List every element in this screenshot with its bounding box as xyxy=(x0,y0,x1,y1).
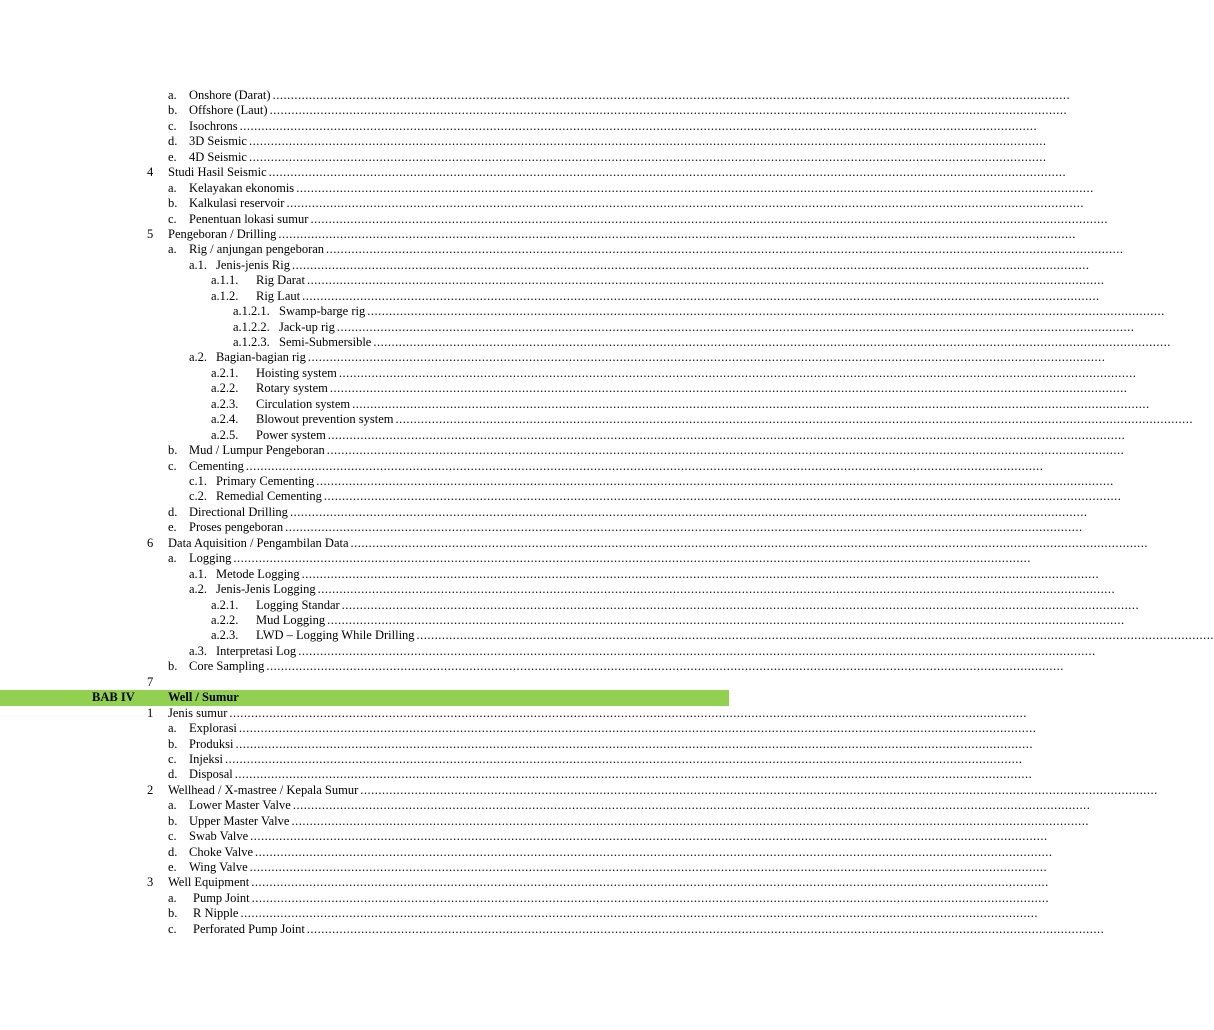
toc-number: b. xyxy=(168,659,178,673)
toc-entry xyxy=(216,474,1114,490)
toc-entry xyxy=(216,582,1116,598)
dot-leader: ............................................................................................................................................................................................................................ xyxy=(395,412,1193,426)
dot-leader: ............................................................................................................................................................................................................................ xyxy=(250,829,1048,843)
toc-entry xyxy=(189,505,1088,521)
toc-entry xyxy=(189,798,1091,814)
toc-row xyxy=(0,505,1088,521)
toc-number: c.1. xyxy=(189,474,208,488)
toc-row xyxy=(0,88,1071,104)
toc-number: c. xyxy=(168,119,177,133)
toc-number: d. xyxy=(168,845,178,859)
toc-entry xyxy=(189,659,1064,675)
toc-number: a.1.1. xyxy=(211,273,239,287)
toc-number: a.2.4. xyxy=(211,412,239,426)
toc-row xyxy=(0,397,1150,413)
chapter-title xyxy=(168,690,241,706)
dot-leader: ............................................................................................................................................................................................................................ xyxy=(248,134,1047,148)
toc-entry-text: Produksi xyxy=(189,737,234,751)
toc-entry-text: Core Sampling xyxy=(189,659,265,673)
toc-row xyxy=(0,258,1090,274)
toc-row xyxy=(0,103,1068,119)
dot-leader: ............................................................................................................................................................................................................................ xyxy=(373,335,1171,349)
toc-row xyxy=(0,567,1100,583)
toc-row xyxy=(0,212,1108,228)
toc-entry-text: Rig / anjungan pengeboran xyxy=(189,242,325,256)
dot-leader: ............................................................................................................................................................................................................................ xyxy=(317,582,1116,596)
toc-row xyxy=(0,737,1033,753)
toc-entry xyxy=(189,752,1023,768)
dot-leader: ............................................................................................................................................................................................................................ xyxy=(310,212,1108,226)
dot-leader: ............................................................................................................................................................................................................................ xyxy=(291,814,1089,828)
toc-entry xyxy=(189,767,1033,783)
toc-entry xyxy=(193,906,1038,922)
toc-number: b. xyxy=(168,906,178,920)
dot-leader: ............................................................................................................................................................................................................................ xyxy=(229,706,1027,720)
dot-leader: ............................................................................................................................................................................................................................ xyxy=(338,366,1137,380)
toc-row xyxy=(0,119,1038,135)
dot-leader: ............................................................................................................................................................................................................................ xyxy=(327,613,1125,627)
toc-entry-text: Logging Standar xyxy=(256,598,340,612)
toc-entry xyxy=(189,88,1071,104)
toc-row xyxy=(0,242,1124,258)
dot-leader: ............................................................................................................................................................................................................................ xyxy=(301,567,1100,581)
dot-leader: ............................................................................................................................................................................................................................ xyxy=(285,520,1083,534)
toc-entry xyxy=(279,335,1171,351)
toc-entry-text: Onshore (Darat) xyxy=(189,88,271,102)
dot-leader: ............................................................................................................................................................................................................................ xyxy=(248,150,1047,164)
toc-row xyxy=(0,628,1214,644)
toc-number: c. xyxy=(168,212,177,226)
toc-entry-text: Pengeboran / Drilling xyxy=(168,227,277,241)
toc-row xyxy=(0,304,1165,320)
toc-entry-text: Directional Drilling xyxy=(189,505,288,519)
toc-row xyxy=(0,165,1067,181)
toc-entry-text: Choke Valve xyxy=(189,845,253,859)
toc-number: c.2. xyxy=(189,489,208,503)
toc-number: a. xyxy=(168,798,177,812)
toc-row xyxy=(0,289,1100,305)
toc-entry xyxy=(189,119,1038,135)
dot-leader: ............................................................................................................................................................................................................................ xyxy=(296,181,1094,195)
dot-leader: ............................................................................................................................................................................................................................ xyxy=(327,428,1126,442)
toc-entry-text: Isochrons xyxy=(189,119,238,133)
dot-leader: ............................................................................................................................................................................................................................ xyxy=(302,289,1100,303)
dot-leader: ............................................................................................................................................................................................................................ xyxy=(292,798,1091,812)
toc-entry xyxy=(189,242,1124,258)
toc-row xyxy=(0,273,1105,289)
toc-number: a. xyxy=(168,88,177,102)
toc-number: c. xyxy=(168,752,177,766)
dot-leader: ............................................................................................................................................................................................................................ xyxy=(289,505,1088,519)
toc-entry xyxy=(256,397,1150,413)
toc-number: a.1.2. xyxy=(211,289,239,303)
toc-row xyxy=(0,335,1171,351)
toc-entry-text: Swamp-barge rig xyxy=(279,304,366,318)
dot-leader: ............................................................................................................................................................................................................................ xyxy=(234,767,1033,781)
toc-entry xyxy=(279,320,1135,336)
toc-number: a.1.2.3. xyxy=(233,335,270,349)
toc-entry xyxy=(168,706,1027,722)
toc-entry xyxy=(168,875,1049,891)
toc-entry xyxy=(189,459,1044,475)
toc-row xyxy=(0,582,1116,598)
dot-leader: ............................................................................................................................................................................................................................ xyxy=(272,88,1071,102)
dot-leader: ............................................................................................................................................................................................................................ xyxy=(326,242,1124,256)
toc-entry xyxy=(256,381,1128,397)
toc-number: a.2.2. xyxy=(211,613,239,627)
toc-entry-text: Rotary system xyxy=(256,381,328,395)
toc-entry-text: Cementing xyxy=(189,459,244,473)
toc-row xyxy=(0,598,1140,614)
toc-number: 7 xyxy=(147,675,154,689)
toc-number: d. xyxy=(168,134,178,148)
dot-leader: ............................................................................................................................................................................................................................ xyxy=(266,659,1064,673)
toc-row xyxy=(0,659,1064,675)
toc-entry-text: Penentuan lokasi sumur xyxy=(189,212,309,226)
toc-number: b. xyxy=(168,814,178,828)
dot-leader: ............................................................................................................................................................................................................................ xyxy=(323,489,1122,503)
toc-entry-text: Upper Master Valve xyxy=(189,814,290,828)
toc-entry-text: Kelayakan ekonomis xyxy=(189,181,295,195)
toc-entry xyxy=(189,845,1053,861)
toc-row xyxy=(0,845,1053,861)
dot-leader: ............................................................................................................................................................................................................................ xyxy=(350,536,1149,550)
toc-number: a.1. xyxy=(189,258,208,272)
toc-number: a.2.1. xyxy=(211,598,239,612)
toc-row xyxy=(0,798,1091,814)
toc-number: e. xyxy=(168,520,177,534)
toc-row xyxy=(0,520,1083,536)
toc-number: a.1.2.1. xyxy=(233,304,270,318)
toc-row xyxy=(0,381,1128,397)
toc-number: 1 xyxy=(147,706,154,720)
toc-entry-text: Interpretasi Log xyxy=(216,644,297,658)
dot-leader: ............................................................................................................................................................................................................................ xyxy=(239,119,1038,133)
toc-entry-text: Mud / Lumpur Pengeboran xyxy=(189,443,325,457)
toc-entry xyxy=(189,443,1125,459)
dot-leader: ............................................................................................................................................................................................................................ xyxy=(306,922,1105,936)
dot-leader: ............................................................................................................................................................................................................................ xyxy=(291,258,1090,272)
toc-number: d. xyxy=(168,505,178,519)
toc-number: e. xyxy=(168,860,177,874)
toc-number: a.2. xyxy=(189,350,208,364)
toc-number: a. xyxy=(168,891,177,905)
dot-leader: ............................................................................................................................................................................................................................ xyxy=(336,320,1135,334)
toc-number: a.2.3. xyxy=(211,628,239,642)
toc-number: a. xyxy=(168,551,177,565)
toc-entry-text: Circulation system xyxy=(256,397,351,411)
toc-number: d. xyxy=(168,767,178,781)
toc-entry-text: Hoisting system xyxy=(256,366,337,380)
toc-entry-text: 3D Seismic xyxy=(189,134,247,148)
toc-row xyxy=(0,752,1023,768)
dot-leader: ............................................................................................................................................................................................................................ xyxy=(329,381,1128,395)
toc-number: a.2.1. xyxy=(211,366,239,380)
toc-entry xyxy=(256,628,1214,644)
toc-entry xyxy=(189,721,1037,737)
toc-row xyxy=(0,536,1149,552)
toc-entry xyxy=(189,551,1031,567)
toc-entry-text: Data Aquisition / Pengambilan Data xyxy=(168,536,349,550)
toc-row xyxy=(0,551,1031,567)
toc-entry xyxy=(168,227,1076,243)
toc-number: a. xyxy=(168,721,177,735)
toc-row xyxy=(0,412,1193,428)
toc-row xyxy=(0,350,1106,366)
dot-leader: ............................................................................................................................................................................................................................ xyxy=(249,860,1048,874)
toc-row xyxy=(0,875,1049,891)
toc-entry xyxy=(189,212,1108,228)
toc-entry-text: Remedial Cementing xyxy=(216,489,322,503)
toc-entry-text: Jack-up rig xyxy=(279,320,335,334)
toc-entry-text: R Nipple xyxy=(193,906,239,920)
dot-leader: ............................................................................................................................................................................................................................ xyxy=(316,474,1114,488)
toc-entry xyxy=(189,829,1048,845)
toc-entry xyxy=(216,567,1100,583)
toc-row xyxy=(0,443,1125,459)
toc-entry xyxy=(168,536,1149,552)
toc-entry-text: Rig Darat xyxy=(256,273,305,287)
dot-leader: ............................................................................................................................................................................................................................ xyxy=(245,459,1044,473)
toc-entry xyxy=(216,644,1096,660)
toc-entry-text: Jenis sumur xyxy=(168,706,228,720)
toc-row xyxy=(0,613,1125,629)
toc-row xyxy=(0,767,1033,783)
toc-entry-text: Blowout prevention system xyxy=(256,412,394,426)
toc-number: 5 xyxy=(147,227,154,241)
toc-entry xyxy=(189,181,1094,197)
toc-entry-text: Explorasi xyxy=(189,721,237,735)
toc-entry xyxy=(256,613,1125,629)
toc-entry xyxy=(256,273,1105,289)
dot-leader: ............................................................................................................................................................................................................................ xyxy=(255,845,1053,859)
toc-row xyxy=(0,906,1038,922)
toc-entry xyxy=(193,891,1050,907)
dot-leader: ............................................................................................................................................................................................................................ xyxy=(240,906,1038,920)
toc-number: a.1. xyxy=(189,567,208,581)
toc-entry xyxy=(279,304,1165,320)
toc-number: b. xyxy=(168,737,178,751)
toc-number: a.2.2. xyxy=(211,381,239,395)
dot-leader: ............................................................................................................................................................................................................................ xyxy=(238,721,1037,735)
toc-row xyxy=(0,922,1105,938)
toc-row xyxy=(0,675,729,691)
toc-number: a.1.2.2. xyxy=(233,320,270,334)
dot-leader: ............................................................................................................................................................................................................................ xyxy=(233,551,1031,565)
toc-entry-text: Metode Logging xyxy=(216,567,300,581)
toc-entry-text: Well / Sumur xyxy=(168,690,239,704)
dot-leader: ............................................................................................................................................................................................................................ xyxy=(269,103,1068,117)
toc-entry xyxy=(256,598,1140,614)
toc-number: a. xyxy=(168,242,177,256)
dot-leader: ............................................................................................................................................................................................................................ xyxy=(326,443,1125,457)
toc-number: b. xyxy=(168,196,178,210)
toc-row xyxy=(0,721,1037,737)
toc-entry xyxy=(216,489,1122,505)
toc-number: b. xyxy=(168,103,178,117)
toc-entry xyxy=(216,258,1090,274)
toc-entry-text: Studi Hasil Seismic xyxy=(168,165,267,179)
dot-leader: ............................................................................................................................................................................................................................ xyxy=(352,397,1150,411)
chapter-heading-row xyxy=(0,690,729,706)
toc-entry-text: Well Equipment xyxy=(168,875,250,889)
toc-row xyxy=(0,134,1047,150)
toc-entry xyxy=(189,150,1047,166)
dot-leader: ............................................................................................................................................................................................................................ xyxy=(225,752,1023,766)
chapter-label: BAB IV xyxy=(92,690,135,704)
toc-number: c. xyxy=(168,922,177,936)
dot-leader: ............................................................................................................................................................................................................................ xyxy=(298,644,1096,658)
dot-leader: ............................................................................................................................................................................................................................ xyxy=(268,165,1067,179)
dot-leader: ............................................................................................................................................................................................................................ xyxy=(306,273,1105,287)
toc-row xyxy=(0,320,1135,336)
dot-leader: ............................................................................................................................................................................................................................ xyxy=(286,196,1084,210)
dot-leader: ............................................................................................................................................................................................................................ xyxy=(251,875,1049,889)
toc-number: 6 xyxy=(147,536,154,550)
toc-entry-text: Wing Valve xyxy=(189,860,248,874)
toc-row xyxy=(0,150,1047,166)
toc-entry-text: Kalkulasi reservoir xyxy=(189,196,285,210)
toc-row xyxy=(0,644,1096,660)
toc-row xyxy=(0,227,1076,243)
toc-entry-text: Disposal xyxy=(189,767,233,781)
toc-number: a.2. xyxy=(189,582,208,596)
toc-entry-text: Offshore (Laut) xyxy=(189,103,268,117)
toc-entry-text: Lower Master Valve xyxy=(189,798,291,812)
toc-row xyxy=(0,196,1084,212)
toc-number: 4 xyxy=(147,165,154,179)
toc-entry-text: Semi-Submersible xyxy=(279,335,372,349)
toc-number: a.3. xyxy=(189,644,208,658)
toc-entry-text: 4D Seismic xyxy=(189,150,247,164)
toc-entry-text: LWD – Logging While Drilling xyxy=(256,628,415,642)
toc-entry-text: Power system xyxy=(256,428,326,442)
toc-row xyxy=(0,829,1048,845)
toc-number: 3 xyxy=(147,875,154,889)
toc-row xyxy=(0,891,1050,907)
toc-number: c. xyxy=(168,829,177,843)
toc-entry-text: Jenis-Jenis Logging xyxy=(216,582,316,596)
toc-row xyxy=(0,814,1089,830)
dot-leader: ............................................................................................................................................................................................................................ xyxy=(341,598,1140,612)
toc-row xyxy=(0,860,1048,876)
toc-entry xyxy=(189,737,1033,753)
toc-entry-text: Injeksi xyxy=(189,752,224,766)
toc-entry-text: Primary Cementing xyxy=(216,474,315,488)
toc-entry-text: Pump Joint xyxy=(193,891,250,905)
toc-entry xyxy=(168,165,1067,181)
toc-row xyxy=(0,428,1126,444)
toc-entry xyxy=(256,289,1100,305)
dot-leader: ............................................................................................................................................................................................................................ xyxy=(251,891,1050,905)
toc-entry xyxy=(256,366,1137,382)
toc-entry-text: Wellhead / X-mastree / Kepala Sumur xyxy=(168,783,359,797)
toc-number: c. xyxy=(168,459,177,473)
toc-row xyxy=(0,474,1114,490)
toc-entry xyxy=(189,196,1084,212)
toc-entry xyxy=(256,412,1193,428)
toc-entry-text: Bagian-bagian rig xyxy=(216,350,306,364)
toc-entry-text: Proses pengeboran xyxy=(189,520,284,534)
toc-entry xyxy=(189,103,1068,119)
toc-row xyxy=(0,489,1122,505)
dot-leader: ............................................................................................................................................................................................................................ xyxy=(307,350,1106,364)
dot-leader: ............................................................................................................................................................................................................................ xyxy=(235,737,1033,751)
toc-entry xyxy=(216,350,1106,366)
dot-leader: ............................................................................................................................................................................................................................ xyxy=(360,783,1158,797)
toc-entry xyxy=(168,783,1158,799)
toc-entry-text: Swab Valve xyxy=(189,829,249,843)
toc-number: a.2.3. xyxy=(211,397,239,411)
toc-entry-text: Logging xyxy=(189,551,232,565)
toc-entry-text: Mud Logging xyxy=(256,613,326,627)
toc-number: e. xyxy=(168,150,177,164)
toc-entry xyxy=(189,520,1083,536)
toc-entry xyxy=(189,860,1048,876)
toc-entry xyxy=(189,134,1047,150)
toc-row xyxy=(0,783,1158,799)
toc-row xyxy=(0,181,1094,197)
toc-number: a. xyxy=(168,181,177,195)
dot-leader: ............................................................................................................................................................................................................................ xyxy=(278,227,1076,241)
dot-leader: ............................................................................................................................................................................................................................ xyxy=(416,628,1214,642)
toc-entry xyxy=(256,428,1126,444)
toc-number: b. xyxy=(168,443,178,457)
toc-number: 2 xyxy=(147,783,154,797)
toc-entry-text: Perforated Pump Joint xyxy=(193,922,305,936)
dot-leader: ............................................................................................................................................................................................................................ xyxy=(367,304,1165,318)
toc-entry-text: Rig Laut xyxy=(256,289,301,303)
toc-entry xyxy=(193,922,1105,938)
toc-row xyxy=(0,366,1137,382)
toc-number: a.2.5. xyxy=(211,428,239,442)
toc-entry xyxy=(189,814,1089,830)
toc-entry-text: Jenis-jenis Rig xyxy=(216,258,290,272)
toc-row xyxy=(0,706,1027,722)
toc-row xyxy=(0,459,1044,475)
